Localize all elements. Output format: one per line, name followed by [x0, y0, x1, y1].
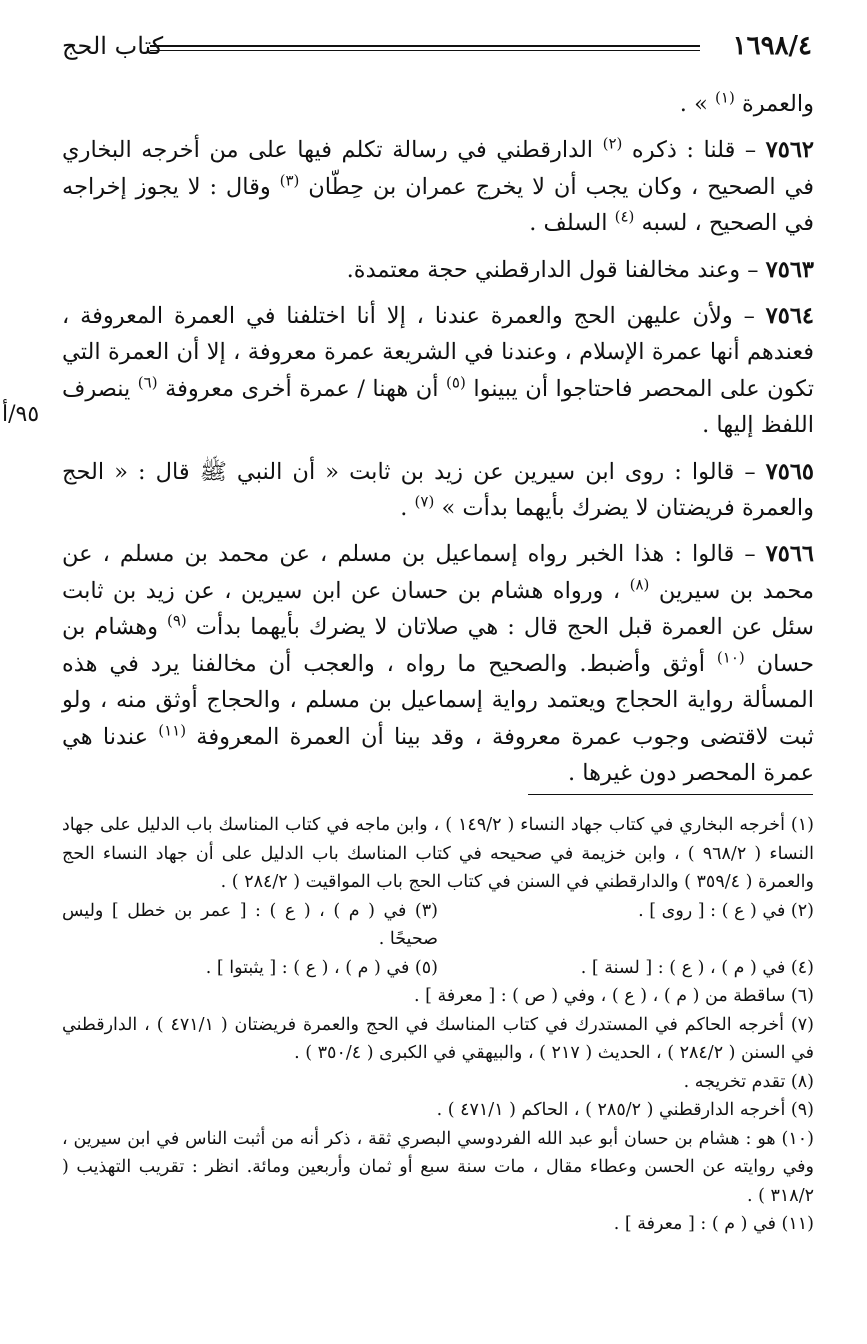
main-text	[62, 86, 814, 791]
footnote-ref: (٢)	[602, 134, 623, 153]
paragraph-text: .	[400, 495, 415, 522]
paragraph-text: – قالوا : هذا الخبر رواه إسماعيل بن مسلم ، عن محمد بن مسلم ، عن محمد بن سيرين	[62, 541, 815, 604]
footnote-ref: (٧)	[414, 492, 435, 511]
paragraph-text: الدارقطني في رسالة تكلم فيها على من أخرجه البخاري في الصحيح ، وكان يجب أن لا يخرج عمران بن حِطّان	[62, 137, 814, 200]
paragraph-text: أن ههنا / عمرة أخرى معروفة	[157, 375, 447, 402]
footnote-ref: (١)	[715, 88, 735, 107]
footnote-10: (١٠) هو : هشام بن حسان أبو عبد الله الفردوسي البصري ثقة ، ذكر أنه من أثبت الناس في ابن سيرين ، وفي روايته عن الحسن وعطاء مقال ، مات سنة سبع أو ثمان وأربعين ومائة. انظر : تقريب التهذيب ( ٣١٨/٢ ) .	[62, 1128, 814, 1206]
running-header	[62, 28, 812, 68]
footnote-ref: (٩)	[167, 611, 187, 630]
footnote-2: (٢) في ( ع ) : [ روى ] .	[638, 900, 814, 921]
paragraph-text: أوثق وأضبط. والصحيح ما رواه ، والعجب أن مخالفنا يرد في هذه المسألة رواية الحجاج ويعتمد رواية إسماعيل بن مسلم ، والحجاج أوثق منه ، ولو ثبت لاقتضى وجوب عمرة معروفة ، وقد بينا أن العمرة المعروفة	[62, 650, 814, 750]
paragraph-text: – وعند مخالفنا قول الدارقطني حجة معتمدة.	[346, 256, 766, 283]
paragraph-number: ٧٥٦٦	[765, 541, 814, 568]
paragraph-continuation	[62, 86, 814, 122]
paragraph-text: وهشام بن حسان	[62, 614, 815, 677]
paragraph-text: السلف .	[529, 210, 615, 237]
footnote-ref: (٦)	[137, 373, 158, 392]
footnote-9: (٩) أخرجه الدارقطني ( ٢٨٥/٢ ) ، الحاكم ( ٤٧١/١ ) .	[436, 1100, 814, 1120]
paragraph-text: » .	[679, 91, 716, 117]
paragraph-text: ، ورواه هشام بن حسان عن ابن سيرين ، عن زيد بن ثابت سئل عن العمرة قبل الحج قال : هي صلاتان لا يضرك بأيهما بدأت	[62, 577, 814, 641]
footnote-6: (٦) ساقطة من ( م ) ، ( ع ) ، وفي ( ص ) : [ معرفة ] .	[414, 986, 814, 1006]
manuscript-folio-marker: ٩٥/أ	[2, 402, 40, 427]
footnote-3: (٣) في ( م ) ، ( ع ) : [ عمر بن خطل ] وليس صحيحًا .	[62, 900, 438, 949]
footnote-ref: (٤)	[614, 207, 635, 226]
footnote-separator	[528, 794, 813, 795]
paragraph-text: – ولأن عليهن الحج والعمرة عندنا ، إلا أنا اختلفنا في العمرة المعروفة ، فعندهم أنها عمرة الإسلام ، وعندنا في الشريعة عمرة معروفة ، إلا أن العمرة التي تكون على المحصر فاحتاجوا أن يبينوا	[62, 303, 814, 402]
footnote-ref: (٥)	[446, 373, 466, 392]
footnote-ref: (١١)	[158, 721, 187, 739]
paragraph-7564	[62, 298, 814, 444]
paragraph-number: ٧٥٦٥	[765, 458, 814, 485]
paragraph-text: عندنا هي عمرة المحصر دون غيرها .	[62, 723, 814, 786]
footnote-4: (٤) في ( م ) ، ( ع ) : [ لسنة ] .	[580, 957, 814, 978]
paragraph-number: ٧٥٦٤	[765, 303, 814, 330]
paragraph-7565	[62, 454, 814, 527]
footnotes	[62, 811, 814, 1239]
footnote-5: (٥) في ( م ) ، ( ع ) : [ يثبتوا ] .	[205, 957, 438, 978]
header-rule-thin	[150, 50, 700, 51]
header-rule	[150, 45, 700, 47]
footnote-ref: (٣)	[279, 171, 300, 190]
footnote-7: (٧) أخرجه الحاكم في المستدرك في كتاب المناسك في الحج والعمرة فريضتان ( ٤٧١/١ ) ، الدارقطني في السنن ( ٢٨٤/٢ ) ، الحديث ( ٢١٧ ) ، والبيهقي في الكبرى ( ٣٥٠/٤ ) .	[62, 1014, 814, 1063]
page-number: ١٦٩٨/٤	[732, 31, 812, 61]
footnote-11: (١١) في ( م ) : [ معرفة ] .	[613, 1214, 814, 1234]
book-title: كتاب الحج	[62, 32, 164, 60]
paragraph-7566	[62, 536, 814, 791]
paragraph-number: ٧٥٦٢	[765, 137, 815, 164]
footnote-ref: (١٠)	[716, 648, 745, 667]
footnote-1: (١) أخرجه البخاري في كتاب جهاد النساء ( ١٤٩/٢ ) ، وابن ماجه في كتاب المناسك باب الدليل على جهاد النساء ( ٩٦٨/٢ ) ، وابن خزيمة في صحيحه في كتاب المناسك باب الدليل على أن جهاد النساء الحج والعمرة ( ٣٥٩/٤ ) والدارقطني في السنن في كتاب الحج باب المواقيت ( ٢٨٤/٢ ) .	[62, 815, 814, 892]
footnote-ref: (٨)	[629, 575, 650, 594]
paragraph-text: ينصرف اللفظ إليها .	[62, 375, 814, 439]
paragraph-text: – قالوا : روى ابن سيرين عن زيد بن ثابت « أن النبي ﷺ قال : « الحج والعمرة فريضتان لا يضرك بأيهما بدأت »	[62, 458, 814, 522]
paragraph-text: – قلنا : ذكره	[622, 137, 766, 164]
paragraph-7563	[62, 252, 814, 288]
paragraph-7562	[62, 132, 814, 241]
paragraph-text: والعمرة	[741, 91, 814, 117]
paragraph-text: وقال : لا يجوز إخراجه في الصحيح ، لسبه	[62, 173, 814, 237]
footnote-row	[62, 954, 814, 983]
paragraph-number: ٧٥٦٣	[765, 256, 814, 283]
footnote-row	[62, 897, 814, 954]
footnote-8: (٨) تقدم تخريجه .	[683, 1071, 814, 1092]
